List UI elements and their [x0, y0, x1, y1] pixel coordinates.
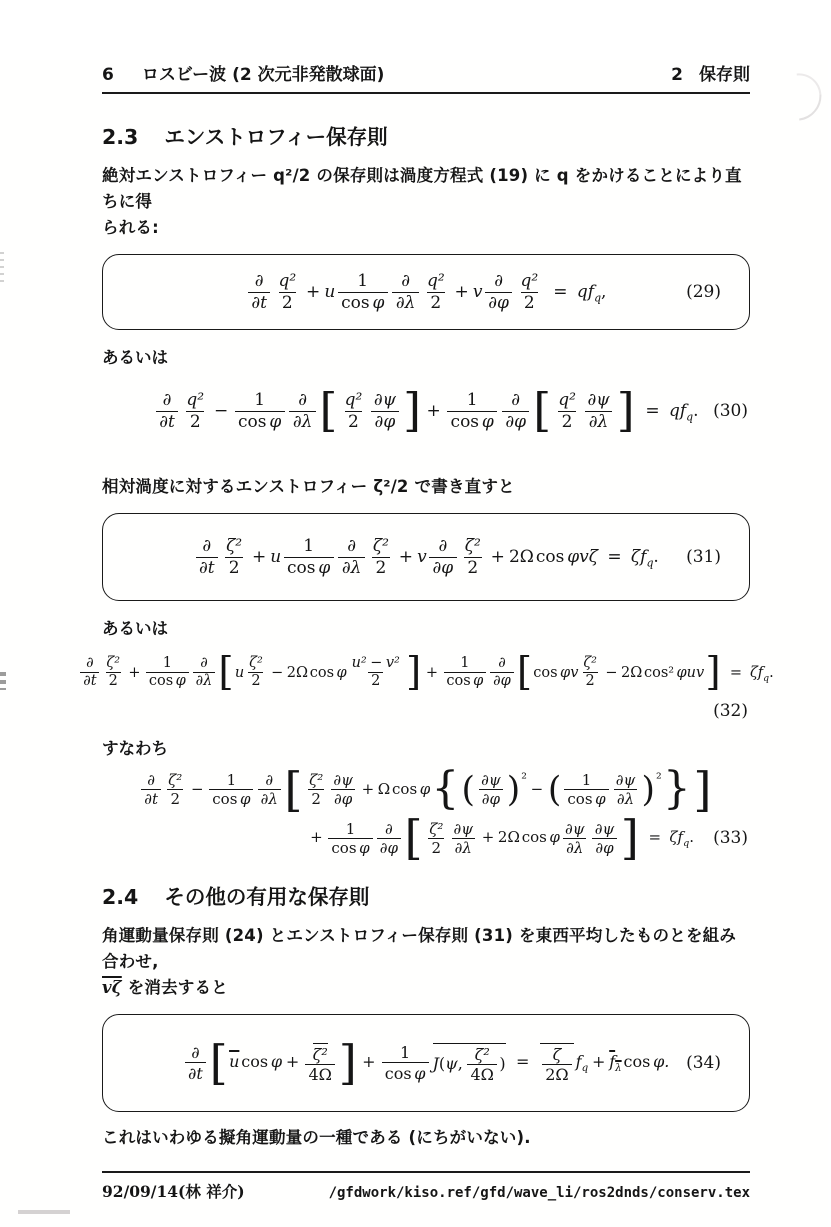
equation-number-32: (32) — [713, 700, 748, 721]
section-heading-2-4 — [102, 880, 750, 910]
paragraph-angular-momentum — [102, 923, 750, 1001]
scan-artifact-bottom — [18, 1210, 70, 1214]
equation-32: $\frac{\partial}{\partial t}$ $\frac{\text{ζ²}}{2}$ + $\frac{1}{\text{cos φ}}$ $\frac{\partial}{\partial\lambda}$ [u $\frac{\text{ζ²}}{2}$ − 2Ω cos φ $\frac{\text{u² − v²}}{2}$ ] + $\frac{1}{\text{cos φ}}$ $\frac{\partial}{\partial\varphi}$ [cos φv $\frac{\text{ζ²}}{2}$ − 2Ω cos² $\varphi uv] = \zeta f_q$. — [78, 653, 773, 692]
paragraph-relative-enstrophy: 相対渦度に対するエンストロフィー ζ²/2 で書き直すと — [102, 477, 515, 497]
equation-33-line1: $\frac{\partial}{\partial t}$ $\frac{\text{ζ²}}{2}$ − $\frac{1}{\text{cos φ}}$ $\frac{\partial}{\partial\lambda}$ [ $\frac{\text{ζ²}}{2}$ $\frac{\partial\psi}{\partial\varphi}$ + Ω cos φ{( $\frac{\partial\psi}{\partial\varphi}$ )²− ( $\frac{1}{\text{cos φ}}$ $\frac{\partial\psi}{\partial\lambda}$ )²}] — [139, 767, 713, 814]
running-header — [102, 60, 750, 94]
equation-29: $\frac{\partial}{\partial t}$ $\frac{\text{q²}}{2}$ + u $\frac{1}{\text{cos φ}}$ $\frac{\partial}{\partial\lambda}$ $\frac{\text{q²}}{2}$ + v $\frac{\partial}{\partial\varphi}$ $\frac{\text{q²}}{2}$ = $qf_q$, — [246, 272, 607, 312]
equation-32-block — [83, 647, 774, 696]
paragraph-angular-line2 — [102, 975, 750, 1001]
equation-number-34: (34) — [686, 1052, 721, 1073]
equation-33-line1-block — [102, 762, 750, 817]
section-heading-2-3 — [102, 120, 750, 150]
equation-number-31: (31) — [686, 547, 721, 568]
section-title: その他の有用な保存則 — [164, 884, 370, 909]
scanned-paper-page — [0, 60, 828, 1227]
page-footer — [102, 1171, 750, 1202]
section-number: 2.3 — [102, 125, 139, 149]
chapter-number: 2 — [671, 65, 683, 85]
connective-aruiwa-1: あるいは — [102, 348, 168, 368]
paragraph-intro — [102, 163, 750, 241]
equation-34: $\frac{\partial}{\partial t}$ [$\overline{u}$ cos φ + $\frac{\text{ζ²}}{4\Omega}$ ] + $\frac{1}{\text{cos φ}}$ J(ψ, $\frac{\text{ζ²}}{4\Omega}$ ) = $\frac{\zeta}{2\Omega}$ $f_q + f_\lambda$ cos φ. — [183, 1040, 670, 1086]
equation-box-34 — [102, 1014, 750, 1112]
vzeta-overline: $\overline{v\zeta}$ — [102, 977, 122, 997]
paragraph-intro-line1: 絶対エンストロフィー q²/2 の保存則は渦度方程式 (19) に q をかけることにより直ちに得 — [102, 166, 742, 212]
page-content — [0, 60, 828, 1202]
running-title-right: 保存則 — [699, 65, 750, 85]
equation-33-line2-block — [102, 811, 750, 865]
connective-sunawachi: すなわち — [102, 738, 168, 758]
running-header-right — [671, 60, 750, 85]
equation-number-33: (33) — [713, 828, 748, 849]
equation-box-29 — [102, 254, 750, 330]
equation-30-block — [102, 376, 750, 446]
section-title: エンストロフィー保存則 — [164, 125, 388, 149]
section-number: 2.4 — [102, 884, 139, 909]
equation-30: $\frac{\partial}{\partial t}$ $\frac{\text{q²}}{2}$ − $\frac{1}{\text{cos φ}}$ $\frac{\partial}{\partial\lambda}$ [ $\frac{\text{q²}}{2}$ $\frac{\partial\psi}{\partial\varphi}$ ] + $\frac{1}{\text{cos φ}}$ $\frac{\partial}{\partial\varphi}$ [ $\frac{\text{q²}}{2}$ $\frac{\partial\psi}{\partial\lambda}$ ] = $qf_q$. — [153, 388, 698, 434]
footer-date-author: 92/09/14(林 祥介) — [102, 1182, 245, 1202]
equation-box-31 — [102, 513, 750, 601]
paragraph-intro-line2: られる: — [102, 218, 159, 238]
running-header-left — [102, 60, 384, 85]
running-title-left: ロスビー波 (2 次元非発散球面) — [141, 65, 385, 85]
equation-31: $\frac{\partial}{\partial t}$ $\frac{\text{ζ²}}{2}$ + u $\frac{1}{\text{cos φ}}$ $\frac{\partial}{\partial\lambda}$ $\frac{\text{ζ²}}{2}$ + v $\frac{\partial}{\partial\varphi}$ $\frac{\text{ζ²}}{2}$ + 2Ω $\cos \varphi v\zeta = \zeta f_q$. — [193, 537, 659, 577]
equation-number-30: (30) — [713, 401, 748, 422]
footer-file-path: /gfdwork/kiso.ref/gfd/wave_li/ros2dnds/conserv.tex — [328, 1185, 750, 1202]
connective-aruiwa-2: あるいは — [102, 619, 168, 639]
page-number: 6 — [102, 65, 114, 85]
paragraph-angular-line1: 角運動量保存則 (24) とエンストロフィー保存則 (31) を東西平均したものとを組み合わせ, — [102, 925, 737, 971]
equation-33-line2: + $\frac{1}{\text{cos φ}}$ $\frac{\partial}{\partial\varphi}$ [ $\frac{\text{ζ²}}{2}$ $\frac{\partial\psi}{\partial\lambda}$ + 2Ω cos φ $\frac{\partial\psi}{\partial\lambda}$ $\frac{\partial\psi}{\partial\varphi}$ ] = $\zeta f_q$. — [310, 811, 694, 865]
paragraph-angular-line2-rest: を消去すると — [121, 977, 228, 997]
equation-number-29: (29) — [686, 282, 721, 303]
closing-remark: これはいわゆる擬角運動量の一種である (にちがいない). — [102, 1128, 531, 1148]
